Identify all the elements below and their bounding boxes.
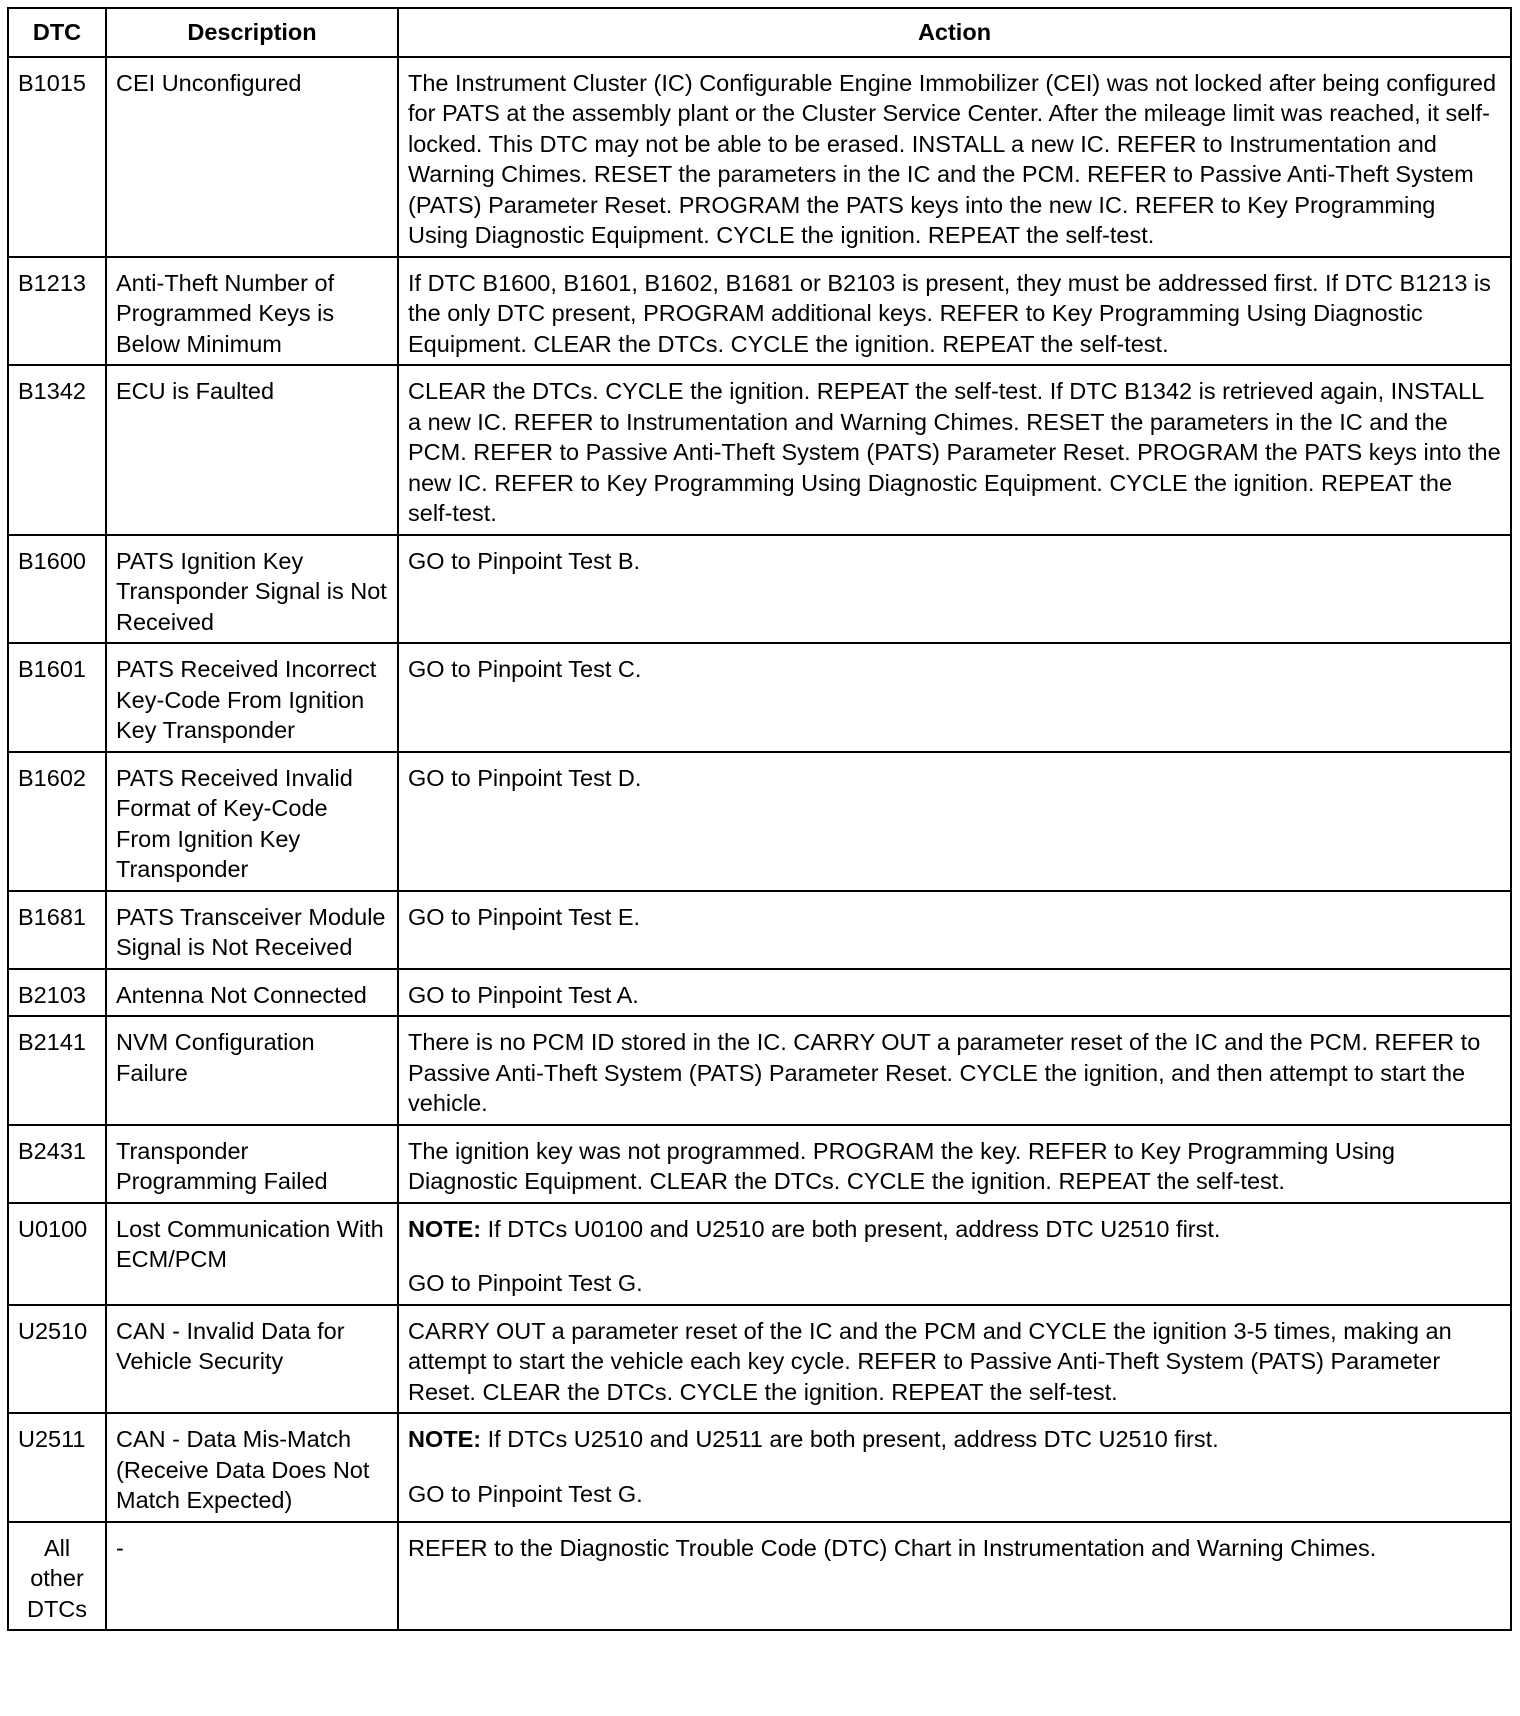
dtc-action: GO to Pinpoint Test D. [398, 752, 1511, 891]
table-row [8, 1203, 1511, 1305]
table-row [8, 1305, 1511, 1414]
dtc-description: NVM Configuration Failure [106, 1016, 398, 1125]
dtc-action: There is no PCM ID stored in the IC. CARRY OUT a parameter reset of the IC and the PCM. REFER to Passive Anti-Theft System (PATS) Parameter Reset. CYCLE the ignition, and then attempt to start the vehicle. [398, 1016, 1511, 1125]
dtc-code: B1015 [8, 57, 106, 257]
table-row [8, 643, 1511, 752]
dtc-code: All other DTCs [8, 1522, 106, 1631]
header-action: Action [398, 8, 1511, 57]
dtc-code: B1600 [8, 535, 106, 644]
dtc-action: The Instrument Cluster (IC) Configurable Engine Immobilizer (CEI) was not locked after being configured for PATS at the assembly plant or the Cluster Service Center. After the mileage limit was reached, it self-locked. This DTC may not be able to be erased. INSTALL a new IC. REFER to Instrumentation and Warning Chimes. RESET the parameters in the IC and the PCM. REFER to Passive Anti-Theft System (PATS) Parameter Reset. PROGRAM the PATS keys into the new IC. REFER to Key Programming Using Diagnostic Equipment. CYCLE the ignition. REPEAT the self-test. [398, 57, 1511, 257]
dtc-code: B2103 [8, 969, 106, 1017]
note-paragraph [408, 1424, 1501, 1455]
dtc-action: CLEAR the DTCs. CYCLE the ignition. REPEAT the self-test. If DTC B1342 is retrieved again, INSTALL a new IC. REFER to Instrumentation and Warning Chimes. RESET the parameters in the IC and the PCM. REFER to Passive Anti-Theft System (PATS) Parameter Reset. PROGRAM the PATS keys into the new IC. REFER to Key Programming Using Diagnostic Equipment. CYCLE the ignition. REPEAT the self-test. [398, 365, 1511, 535]
header-description: Description [106, 8, 398, 57]
dtc-action: If DTC B1600, B1601, B1602, B1681 or B2103 is present, they must be addressed first. If DTC B1213 is the only DTC present, PROGRAM additional keys. REFER to Key Programming Using Diagnostic Equipment. CLEAR the DTCs. CYCLE the ignition. REPEAT the self-test. [398, 257, 1511, 366]
dtc-action [398, 1413, 1511, 1522]
dtc-code: U2511 [8, 1413, 106, 1522]
table-row [8, 1125, 1511, 1203]
dtc-description: Transponder Programming Failed [106, 1125, 398, 1203]
table-row [8, 535, 1511, 644]
table-row [8, 1016, 1511, 1125]
dtc-description: Antenna Not Connected [106, 969, 398, 1017]
dtc-action: GO to Pinpoint Test C. [398, 643, 1511, 752]
dtc-code: B1601 [8, 643, 106, 752]
dtc-action: REFER to the Diagnostic Trouble Code (DTC) Chart in Instrumentation and Warning Chimes. [398, 1522, 1511, 1631]
dtc-description: ECU is Faulted [106, 365, 398, 535]
dtc-description: CAN - Data Mis-Match (Receive Data Does Not Match Expected) [106, 1413, 398, 1522]
dtc-code: B1213 [8, 257, 106, 366]
table-row [8, 752, 1511, 891]
dtc-code: B2431 [8, 1125, 106, 1203]
note-text: If DTCs U0100 and U2510 are both present, address DTC U2510 first. [481, 1215, 1221, 1242]
dtc-description: PATS Transceiver Module Signal is Not Received [106, 891, 398, 969]
note-label: NOTE: [408, 1215, 482, 1242]
dtc-code: B1342 [8, 365, 106, 535]
table-row [8, 969, 1511, 1017]
table-row [8, 57, 1511, 257]
table-row [8, 1522, 1511, 1631]
dtc-action: GO to Pinpoint Test B. [398, 535, 1511, 644]
dtc-description: Lost Communication With ECM/PCM [106, 1203, 398, 1305]
action-text: GO to Pinpoint Test G. [408, 1480, 643, 1507]
dtc-description: PATS Received Incorrect Key-Code From Ignition Key Transponder [106, 643, 398, 752]
dtc-code: B1681 [8, 891, 106, 969]
dtc-code: U0100 [8, 1203, 106, 1305]
dtc-code: B1602 [8, 752, 106, 891]
dtc-action: GO to Pinpoint Test E. [398, 891, 1511, 969]
note-text: If DTCs U2510 and U2511 are both present, address DTC U2510 first. [481, 1426, 1219, 1452]
dtc-action: The ignition key was not programmed. PROGRAM the key. REFER to Key Programming Using Diagnostic Equipment. CLEAR the DTCs. CYCLE the ignition. REPEAT the self-test. [398, 1125, 1511, 1203]
dtc-action [398, 1203, 1511, 1305]
table-row [8, 365, 1511, 535]
dtc-description: CAN - Invalid Data for Vehicle Security [106, 1305, 398, 1414]
table-row [8, 1413, 1511, 1522]
table-row [8, 891, 1511, 969]
dtc-description: - [106, 1522, 398, 1631]
header-row [8, 8, 1511, 57]
note-paragraph [408, 1214, 1501, 1245]
dtc-code: U2510 [8, 1305, 106, 1414]
table-row [8, 257, 1511, 366]
dtc-description: Anti-Theft Number of Programmed Keys is Below Minimum [106, 257, 398, 366]
note-label: NOTE: [408, 1426, 482, 1452]
header-dtc: DTC [8, 8, 106, 57]
dtc-action: GO to Pinpoint Test A. [398, 969, 1511, 1017]
dtc-description: PATS Received Invalid Format of Key-Code From Ignition Key Transponder [106, 752, 398, 891]
dtc-table [7, 7, 1512, 1631]
dtc-code: B2141 [8, 1016, 106, 1125]
action-text: GO to Pinpoint Test G. [408, 1270, 643, 1296]
dtc-action: CARRY OUT a parameter reset of the IC and the PCM and CYCLE the ignition 3-5 times, making an attempt to start the vehicle each key cycle. REFER to Passive Anti-Theft System (PATS) Parameter Reset. CLEAR the DTCs. CYCLE the ignition. REPEAT the self-test. [398, 1305, 1511, 1414]
dtc-description: CEI Unconfigured [106, 57, 398, 257]
dtc-description: PATS Ignition Key Transponder Signal is Not Received [106, 535, 398, 644]
